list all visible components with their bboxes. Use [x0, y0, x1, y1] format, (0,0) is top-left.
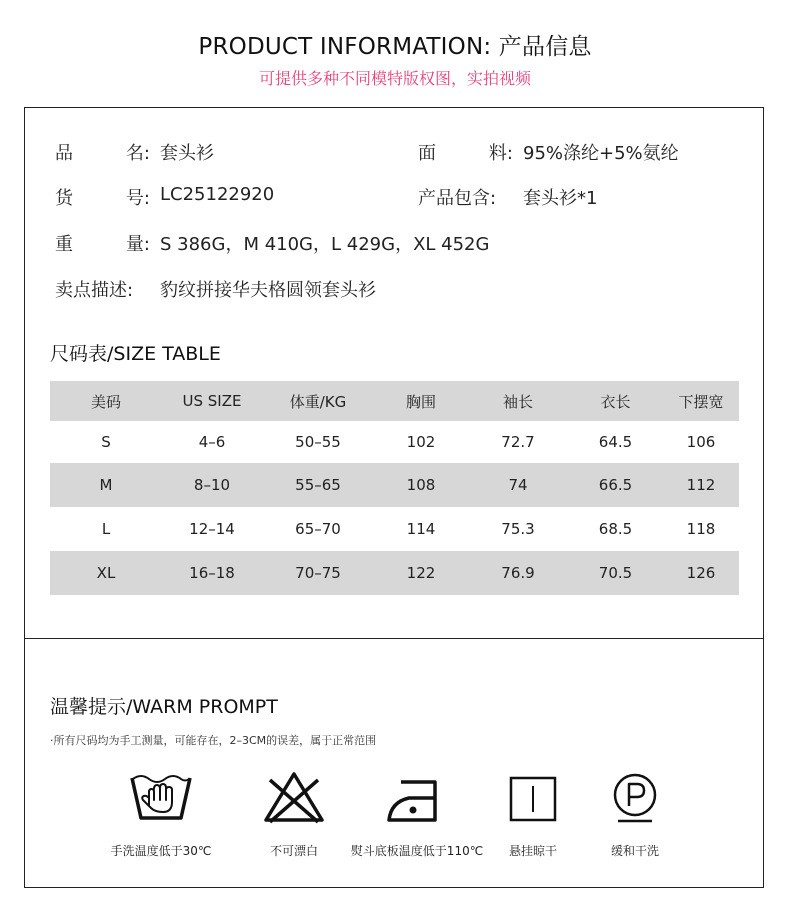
fabric-value: 95%涤纶+5%氨纶: [523, 143, 679, 164]
table-cell: 70.5: [598, 564, 633, 582]
table-cell: 76.9: [501, 564, 535, 582]
table-cell: 118: [686, 520, 716, 538]
size-table: [50, 381, 739, 595]
table-cell: 114: [406, 520, 436, 538]
table-cell: 126: [686, 564, 716, 582]
table-cell: 66.5: [598, 476, 633, 494]
gentle-dry-clean-icon: [610, 770, 660, 824]
table-cell: 108: [406, 476, 436, 494]
size-table-title: 尺码表/SIZE TABLE: [50, 343, 221, 365]
table-header-cell: 胸围: [405, 392, 436, 411]
table-cell: M: [99, 476, 113, 494]
table-cell: 106: [686, 433, 716, 451]
name-value: 套头衫: [160, 143, 214, 164]
table-cell: 65–70: [295, 520, 341, 538]
table-header-cell: US SIZE: [182, 392, 242, 410]
table-cell: L: [101, 520, 111, 538]
care-item-dry-clean: [610, 770, 660, 858]
includes-value: 套头衫*1: [523, 188, 598, 209]
table-cell: 68.5: [598, 520, 633, 538]
table-row: [50, 507, 739, 551]
name-label-b: 名:: [125, 143, 150, 164]
table-cell: 16–18: [189, 564, 235, 582]
care-label: 熨斗底板温度低于110℃: [350, 844, 484, 858]
care-label: 手洗温度低于30℃: [110, 844, 212, 858]
warm-prompt-note: ·所有尺码均为手工测量，可能存在，2–3CM的误差，属于正常范围: [50, 734, 377, 747]
table-header-cell: 下摆宽: [678, 392, 724, 411]
fabric-label-b: 料:: [488, 143, 513, 164]
table-cell: 70–75: [295, 564, 341, 582]
table-cell: 102: [406, 433, 436, 451]
warm-prompt-title: 温馨提示/WARM PROMPT: [50, 696, 278, 718]
care-label: 悬挂晾干: [508, 844, 558, 858]
includes-label: 产品包含:: [418, 188, 497, 209]
hand-wash-icon: [129, 770, 193, 824]
weight-label-a: 重: [55, 234, 73, 255]
selling-value: 豹纹拼接华夫格圆领套头衫: [160, 280, 376, 301]
table-header-row: [50, 381, 739, 421]
care-label: 缓和干洗: [610, 844, 660, 858]
table-cell: 4–6: [198, 433, 226, 451]
table-cell: 55–65: [295, 476, 341, 494]
care-item-no-bleach: [262, 770, 326, 858]
weight-value: S 386G，M 410G，L 429G，XL 452G: [160, 234, 490, 255]
section-divider: [24, 638, 764, 639]
page-subtitle: 可提供多种不同模特版权图，实拍视频: [258, 69, 531, 88]
hang-dry-icon: [508, 770, 558, 824]
table-row: [50, 551, 739, 595]
table-cell: 64.5: [598, 433, 633, 451]
table-row: [50, 421, 739, 463]
care-label: 不可漂白: [269, 844, 319, 858]
selling-label: 卖点描述:: [55, 280, 134, 301]
care-item-hang-dry: [508, 770, 558, 858]
table-header-cell: 袖长: [502, 392, 533, 411]
table-cell: 112: [686, 476, 716, 494]
table-cell: 72.7: [501, 433, 535, 451]
page-title: PRODUCT INFORMATION: 产品信息: [198, 34, 592, 60]
table-header-cell: 衣长: [600, 392, 631, 411]
table-row: [50, 463, 739, 507]
sku-label-a: 货: [55, 188, 73, 209]
table-cell: 50–55: [295, 433, 341, 451]
sku-label-b: 号:: [125, 188, 150, 209]
table-cell: S: [101, 433, 111, 451]
no-bleach-icon: [262, 770, 326, 824]
weight-label-b: 量:: [125, 234, 150, 255]
care-item-iron: [350, 770, 484, 858]
table-header-cell: 美码: [90, 392, 121, 411]
table-header-cell: 体重/KG: [289, 392, 347, 411]
iron-icon: [385, 770, 449, 824]
table-cell: 122: [406, 564, 436, 582]
table-cell: 8–10: [193, 476, 231, 494]
name-label-a: 品: [55, 143, 73, 164]
table-cell: 74: [508, 476, 528, 494]
table-cell: XL: [96, 564, 116, 582]
table-cell: 75.3: [501, 520, 535, 538]
sku-value: LC25122920: [160, 184, 275, 205]
table-cell: 12–14: [189, 520, 235, 538]
fabric-label-a: 面: [418, 143, 436, 164]
care-item-hand-wash: [110, 770, 212, 858]
